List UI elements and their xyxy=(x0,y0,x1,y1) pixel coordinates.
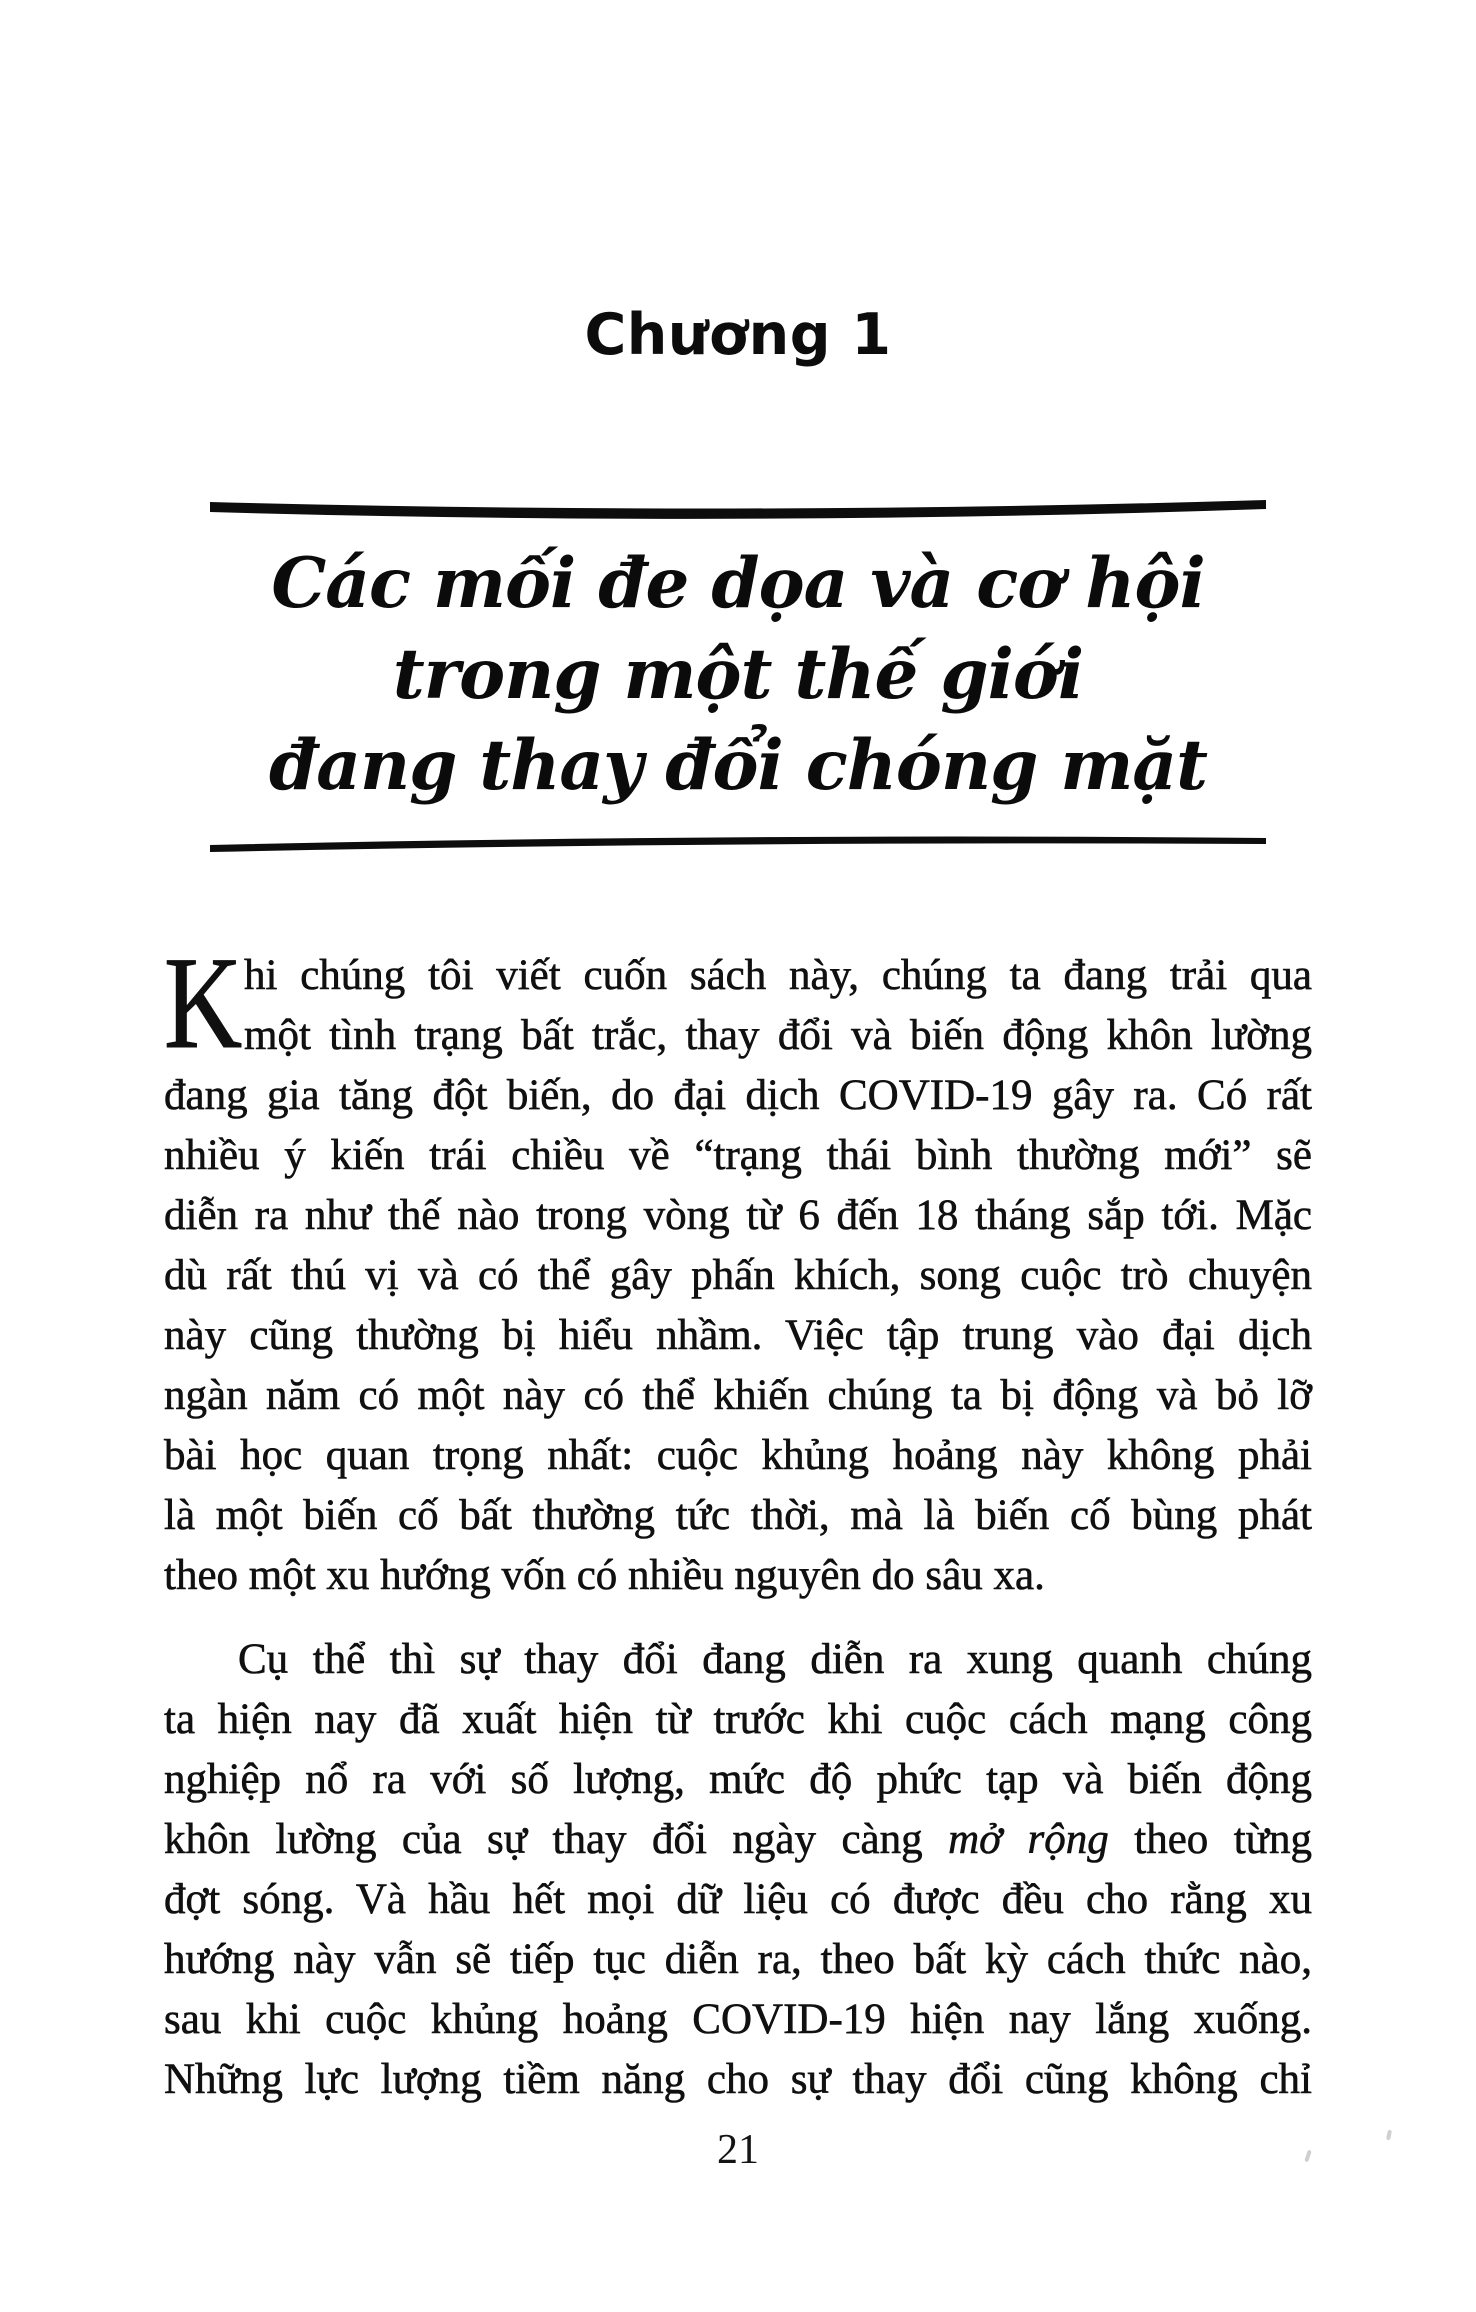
body-line: sau khi cuộc khủng hoảng COVID-19 hiện nay lắng xuống. xyxy=(164,1996,1312,2043)
title-line: trong một thế giới xyxy=(392,634,1084,715)
drop-cap: K xyxy=(164,929,243,1076)
body-line: diễn ra như thế nào trong vòng từ 6 đến 18 tháng sắp tới. Mặc xyxy=(164,1192,1312,1239)
body-line: ta hiện nay đã xuất hiện từ trước khi cuộc cách mạng công xyxy=(164,1696,1312,1743)
rule-bottom-shape xyxy=(208,829,1268,855)
body-line: dù rất thú vị và có thể gây phấn khích, song cuộc trò chuyện xyxy=(164,1252,1312,1299)
body-line: đợt sóng. Và hầu hết mọi dữ liệu có được đều cho rằng xu xyxy=(164,1876,1312,1923)
body-line: nhiều ý kiến trái chiều về “trạng thái bình thường mới” sẽ xyxy=(164,1132,1312,1179)
body-line-text: khôn lường của sự thay đổi ngày càng xyxy=(164,1816,949,1863)
body-line: đang gia tăng đột biến, do đại dịch COVID-19 gây ra. Có rất xyxy=(164,1072,1312,1119)
body-line: nghiệp nổ ra với số lượng, mức độ phức tạp và biến động xyxy=(164,1756,1312,1803)
body-line: theo một xu hướng vốn có nhiều nguyên do sâu xa. xyxy=(164,1552,1045,1599)
title-line: đang thay đổi chóng mặt xyxy=(269,725,1207,806)
decorative-rule-bottom xyxy=(208,829,1268,855)
chapter-heading: Chương 1 xyxy=(584,302,892,368)
title-line: Các mối đe dọa và cơ hội xyxy=(271,543,1205,624)
body-line: hướng này vẫn sẽ tiếp tục diễn ra, theo bất kỳ cách thức nào, xyxy=(164,1936,1312,1983)
body-text xyxy=(164,929,1312,2110)
body-line: này cũng thường bị hiểu nhầm. Việc tập trung vào đại dịch xyxy=(164,1312,1312,1359)
page-number: 21 xyxy=(717,2127,759,2173)
chapter-title xyxy=(208,522,1268,829)
body-line-text: hi chúng tôi viết cuốn sách này, chúng ta đang trải qua xyxy=(244,952,1312,999)
body-line: một tình trạng bất trắc, thay đổi và biến động khôn lường xyxy=(244,1012,1312,1059)
body-line-text: theo từng xyxy=(1108,1816,1312,1863)
body-line: là một biến cố bất thường tức thời, mà là biến cố bùng phát xyxy=(164,1492,1312,1539)
paragraph xyxy=(164,1630,1312,2110)
body-line: Cụ thể thì sự thay đổi đang diễn ra xung quanh chúng xyxy=(238,1636,1312,1683)
emphasized-phrase: mở rộng xyxy=(948,1816,1109,1863)
body-line: bài học quan trọng nhất: cuộc khủng hoảng này không phải xyxy=(164,1432,1312,1479)
decorative-rule-top xyxy=(208,496,1268,522)
rule-top-shape xyxy=(208,496,1268,522)
body-line: Những lực lượng tiềm năng cho sự thay đổi cũng không chỉ xyxy=(164,2056,1312,2103)
paragraph xyxy=(164,929,1312,1606)
body-line xyxy=(164,1810,1312,1870)
chapter-title-block xyxy=(208,496,1268,855)
body-line: ngàn năm có một này có thể khiến chúng ta bị động và bỏ lỡ xyxy=(164,1372,1312,1419)
